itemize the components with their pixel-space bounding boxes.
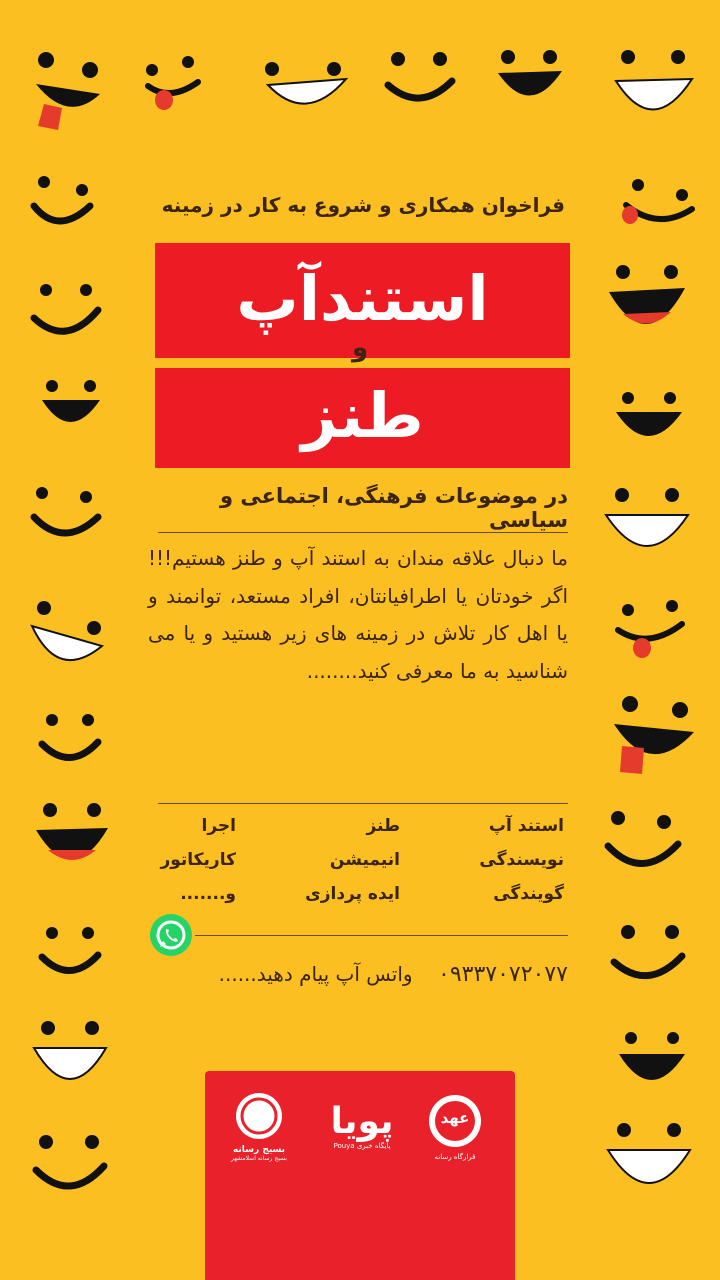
body-text: ما دنبال علاقه مندان به استند آپ و طنز هستیم!!! اگر خودتان یا اطرافیانتان، افراد مستعد، توانمند و یا اهل کار تلاش در زمینه های زیر هستید و یا می شناسید به ما معرفی کنید........ (148, 546, 568, 683)
smile-face-icon (28, 483, 103, 543)
field-item: کاریکاتور (160, 850, 236, 870)
divider (158, 803, 568, 804)
divider (158, 532, 568, 533)
ahd-logo (420, 1093, 490, 1161)
field-item: استند آپ (488, 816, 564, 836)
pouya-logo-caption: پایگاه خبری Pouya (333, 1142, 391, 1150)
grin-face-icon (28, 598, 108, 668)
tongue-smiley-icon (610, 690, 700, 780)
laugh-face-icon (490, 45, 570, 110)
grin-face-icon (608, 45, 698, 125)
smile-face-icon (30, 1130, 110, 1200)
smile-face-icon (38, 712, 103, 767)
ahd-logo-name: عهد (440, 1109, 470, 1127)
basij-media-logo (229, 1091, 289, 1162)
field-item: ایده پردازی (305, 884, 400, 904)
contact-line (148, 962, 568, 987)
footer-logos (205, 1071, 515, 1280)
tongue-face-icon (612, 598, 687, 663)
intro-text: فراخوان همکاری و شروع به کار در زمینه (161, 193, 565, 217)
smile-face-icon (38, 925, 103, 980)
title-connector: و (352, 333, 369, 363)
laugh-face-icon (38, 378, 103, 433)
laugh-face-icon (32, 800, 112, 875)
ahd-logo-caption: قرارگاه رسانه (434, 1153, 476, 1161)
basij-logo-caption: بسیج رسانه اسلامشهر (230, 1155, 288, 1162)
field-item: و....... (180, 884, 236, 904)
tongue-face-icon (140, 52, 215, 112)
divider (195, 935, 568, 936)
title-banner-standup: استندآپ (155, 243, 570, 358)
title-banner-satire: طنز (155, 368, 570, 468)
pouya-logo-name: پویا (330, 1101, 394, 1142)
subtitle: در موضوعات فرهنگی، اجتماعی و سیاسی (220, 484, 568, 532)
field-item: طنز (366, 816, 400, 836)
tongue-smiley-icon (28, 42, 108, 137)
smile-face-icon (380, 45, 460, 110)
laugh-face-icon (615, 1030, 690, 1095)
pouya-logo (317, 1101, 407, 1150)
whatsapp-icon[interactable] (150, 914, 192, 956)
smile-face-icon (608, 922, 688, 987)
field-item: گویندگی (493, 884, 564, 904)
contact-instruction: واتس آپ پیام دهید...... (218, 962, 413, 986)
tongue-face-icon (618, 175, 698, 235)
field-item: اجرا (201, 816, 236, 836)
phone-number[interactable]: ۰۹۳۳۷۰۷۲۰۷۷ (438, 962, 568, 987)
basij-logo-name: بسیج رسانه (232, 1145, 286, 1155)
field-item: نویسندگی (479, 850, 564, 870)
smile-face-icon (28, 280, 103, 340)
smile-face-icon (28, 172, 98, 232)
grin-face-icon (604, 1120, 694, 1205)
grin-face-icon (30, 1018, 110, 1098)
field-item: انیمیشن (329, 850, 400, 870)
laugh-face-icon (605, 262, 690, 342)
smile-face-icon (602, 808, 682, 878)
grin-face-icon (602, 485, 692, 565)
laugh-face-icon (612, 390, 687, 450)
grin-face-icon (258, 55, 353, 115)
